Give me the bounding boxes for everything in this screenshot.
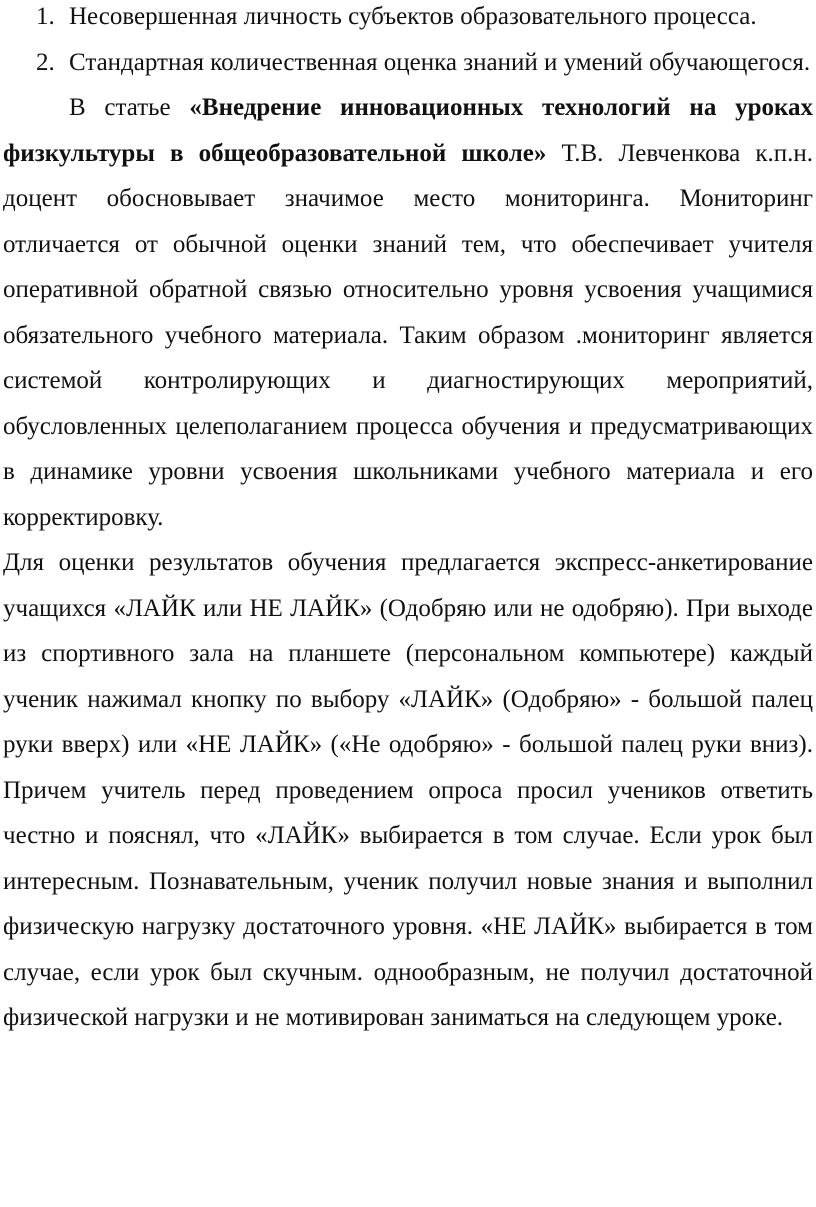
numbered-list [3, 0, 813, 85]
list-item [3, 40, 813, 86]
document-body [3, 0, 813, 1041]
list-item-number: 1. [36, 3, 55, 30]
list-item-number: 2. [36, 48, 55, 76]
paragraph-body: Т.В. Левченкова к.п.н. доцент обосновывает значимое место мониторинга. Мониторинг отличается от обычной оценки знаний тем, что обеспечивает учителя оперативной обратной связью относительно уровня усвоения учащимися обязательного учебного материала. Таким образом .мониторинг является системой контролирующих и диагностирующих мероприятий, обусловленных целеполаганием процесса обучения и предусматривающих в динамике уровни усвоения школьниками учебного материала и его корректировку. [3, 139, 813, 531]
article-title: «Внедрение инновационных технологий на уроках физкультуры в общеобразовательной школе» [3, 94, 813, 167]
list-item [3, 0, 813, 40]
paragraph-survey: Для оценки результатов обучения предлагается экспресс-анкетирование учащихся «ЛАЙК или НЕ ЛАЙК» (Одобряю или не одобряю). При выходе из спортивного зала на планшете (персональном компьютере) каждый ученик нажимал кнопку по выбору «ЛАЙК» (Одобряю» - большой палец руки вверх) или «НЕ ЛАЙК» («Не одобряю» - большой палец руки вниз). Причем учитель перед проведением опроса просил учеников ответить честно и пояснял, что «ЛАЙК» выбирается в том случае. Если урок был интересным. Познавательным, ученик получил новые знания и выполнил физическую нагрузку достаточного уровня. «НЕ ЛАЙК» выбирается в том случае, если урок был скучным. однообразным, не получил достаточной физической нагрузки и не мотивирован заниматься на следующем уроке. [3, 549, 813, 1031]
paragraph-article-review [3, 85, 813, 540]
list-item-text: Стандартная количественная оценка знаний и умений обучающегося. [69, 48, 811, 76]
paragraph-lead: В статье [69, 94, 190, 121]
list-item-text: Несовершенная личность субъектов образовательного процесса. [69, 3, 757, 30]
